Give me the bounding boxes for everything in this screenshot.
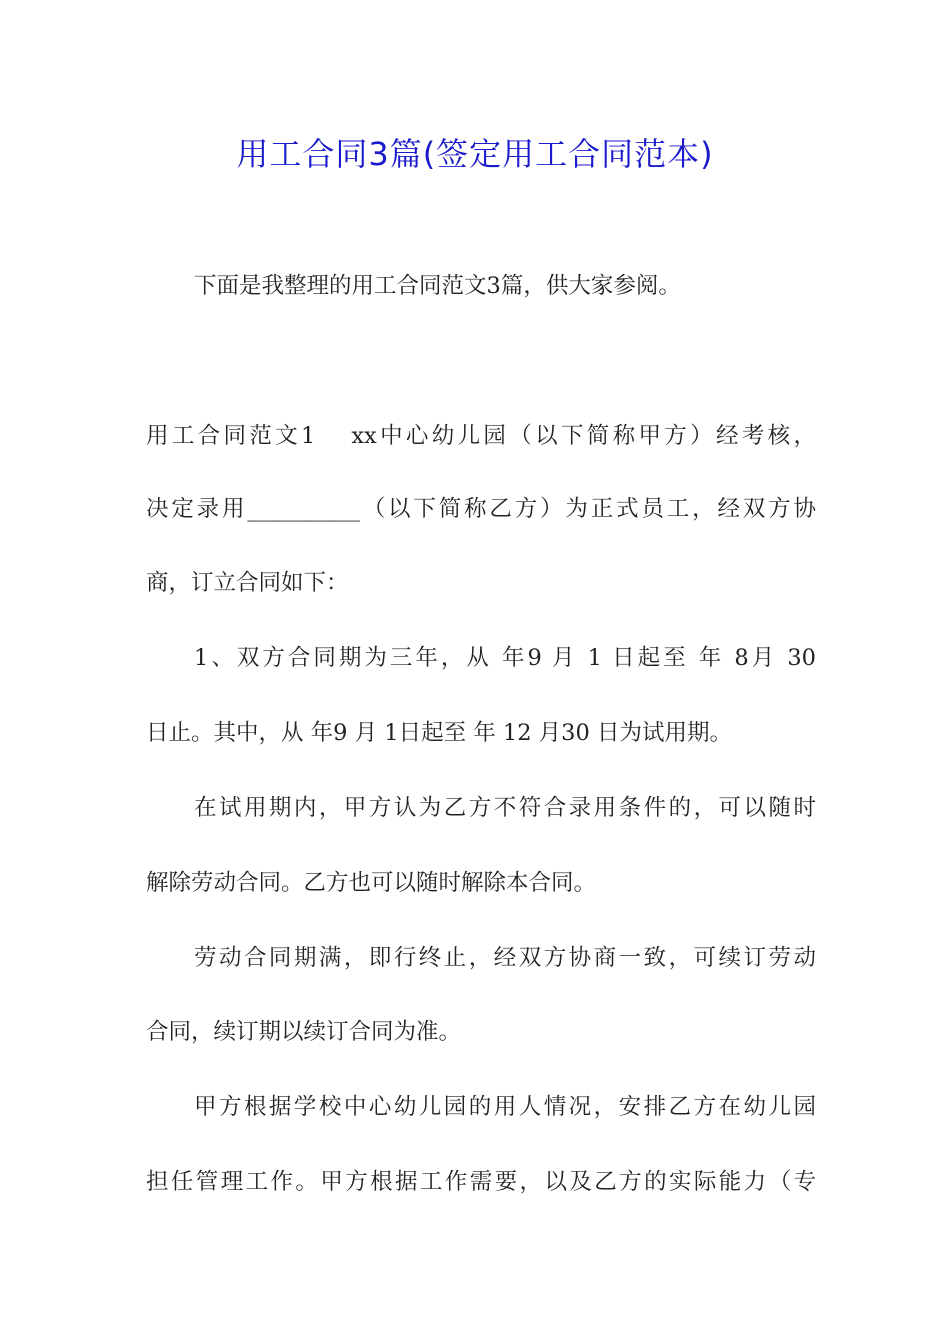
section-heading: 用工合同范文1	[146, 423, 316, 449]
paragraph-line	[146, 416, 816, 456]
paragraph-text: xx中心幼儿园（以下简称甲方）经考核，	[351, 423, 816, 449]
paragraph-line: 甲方根据学校中心幼儿园的用人情况，安排乙方在幼儿园	[194, 1094, 816, 1120]
document-title: 用工合同3篇(签定用工合同范本)	[236, 135, 714, 173]
paragraph-line: 日止。其中，从 年9 月 1日起至 年 12 月30 日为试用期。	[146, 720, 732, 746]
paragraph-line: 1、双方合同期为三年，从 年9 月 1 日起至 年 8月 30	[194, 645, 816, 671]
paragraph-line: 在试用期内，甲方认为乙方不符合录用条件的，可以随时	[194, 795, 816, 821]
paragraph-line: 商，订立合同如下：	[146, 570, 349, 596]
paragraph-line: 合同，续订期以续订合同为准。	[146, 1019, 462, 1045]
paragraph-line: 担任管理工作。甲方根据工作需要，以及乙方的实际能力（专	[146, 1169, 816, 1195]
paragraph-line: 决定录用__________（以下简称乙方）为正式员工，经双方协	[146, 496, 816, 522]
intro-paragraph: 下面是我整理的用工合同范文3篇，供大家参阅。	[194, 273, 681, 299]
paragraph-line: 劳动合同期满，即行终止，经双方协商一致，可续订劳动	[194, 945, 816, 971]
paragraph-line: 解除劳动合同。乙方也可以随时解除本合同。	[146, 870, 597, 896]
